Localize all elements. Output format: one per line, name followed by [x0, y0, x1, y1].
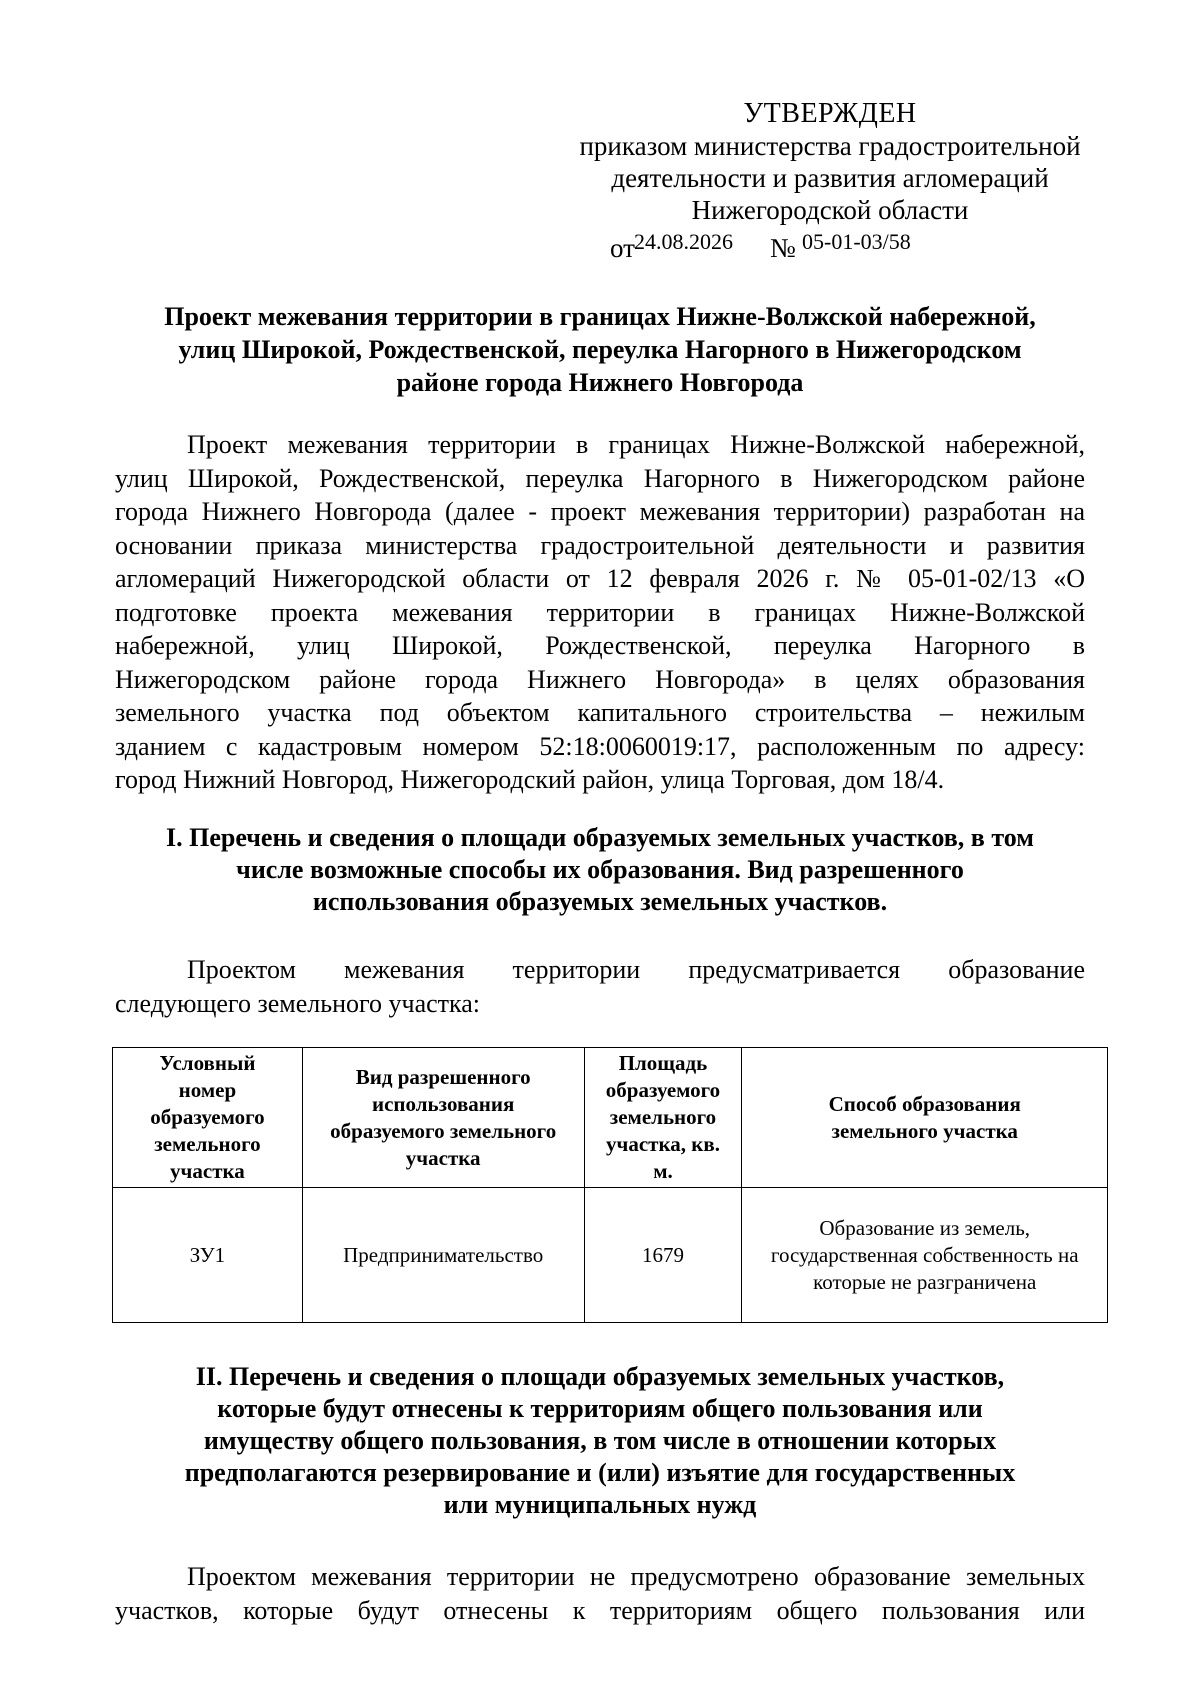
paragraph-line: Проект межевания территории в границах Нижне-Волжской набережной,: [187, 430, 1085, 459]
section-1-heading: [115, 822, 1085, 918]
paragraph-line: участков, которые будут отнесены к территориям общего пользования или: [115, 1595, 1085, 1625]
section-heading-line: которые будут отнесены к территориям общего пользования или: [217, 1394, 983, 1423]
approval-stamp: [530, 98, 1130, 263]
table-header-cell: Площадь образуемого земельного участка, кв. м.: [584, 1048, 742, 1188]
table-cell: Образование из земель, государственная собственность на которые не разграничена: [742, 1188, 1108, 1323]
date-prefix: от: [610, 233, 635, 263]
section-2-paragraph: [115, 1560, 1085, 1627]
document-title: [115, 300, 1085, 399]
section-heading-line: I. Перечень и сведения о площади образуемых земельных участков, в том: [166, 823, 1034, 852]
title-line: Проект межевания территории в границах Нижне-Волжской набережной,: [164, 302, 1036, 331]
paragraph-line: улиц Широкой, Рождественской, переулка Нагорного в Нижегородском районе: [115, 463, 1085, 493]
section-heading-line: предполагаются резервирование и (или) изъятие для государственных: [184, 1458, 1016, 1487]
approval-number: 05-01-03/58: [802, 229, 911, 254]
approval-heading: УТВЕРЖДЕН: [743, 98, 917, 129]
table-row: [113, 1188, 1108, 1323]
section-2-heading: [115, 1361, 1085, 1521]
title-line: улиц Широкой, Рождественской, переулка Нагорного в Нижегородском: [178, 335, 1022, 364]
section-heading-line: числе возможные способы их образования. Вид разрешенного: [236, 855, 964, 884]
paragraph-line: Проектом межевания территории не предусмотрено образование земельных: [187, 1562, 1085, 1591]
paragraph-line: подготовке проекта межевания территории в границах Нижне-Волжской: [115, 597, 1085, 627]
paragraph-line: города Нижнего Новгорода (далее - проект межевания территории) разработан на: [115, 497, 1085, 526]
intro-paragraph: [115, 428, 1085, 797]
table-header-row: [113, 1048, 1108, 1188]
approval-line: деятельности и развития агломераций: [611, 163, 1049, 193]
table-cell: Предпринимательство: [302, 1188, 584, 1323]
approval-line: Нижегородской области: [691, 195, 969, 225]
paragraph-line: Нижегородском районе города Нижнего Новгорода» в целях образования: [115, 664, 1085, 694]
section-heading-line: использования образуемых земельных участков.: [312, 887, 888, 916]
table-header-cell: Способ образования земельного участка: [742, 1048, 1108, 1188]
section-heading-line: имуществу общего пользования, в том числе в отношении которых: [203, 1426, 997, 1455]
paragraph-line: зданием с кадастровым номером 52:18:0060019:17, расположенным по адресу:: [115, 731, 1085, 761]
approval-date-line: [530, 226, 1130, 263]
table-cell: ЗУ1: [113, 1188, 303, 1323]
paragraph-line: основании приказа министерства градостроительной деятельности и развития: [115, 530, 1085, 560]
table-header-cell: Вид разрешенного использования образуемого земельного участка: [302, 1048, 584, 1188]
section-heading-line: или муниципальных нужд: [443, 1490, 757, 1519]
paragraph-line: земельного участка под объектом капитального строительства – нежилым: [115, 698, 1085, 727]
table-cell: 1679: [584, 1188, 742, 1323]
section-heading-line: II. Перечень и сведения о площади образуемых земельных участков,: [195, 1362, 1005, 1391]
number-prefix: №: [770, 233, 796, 263]
title-line: районе города Нижнего Новгорода: [396, 368, 804, 397]
paragraph-line: Проектом межевания территории предусматривается образование: [187, 955, 1085, 984]
land-plots-table: [112, 1047, 1108, 1323]
approval-date: 24.08.2026: [634, 229, 733, 254]
paragraph-line: следующего земельного участка:: [115, 988, 481, 1018]
paragraph-line: город Нижний Новгород, Нижегородский район, улица Торговая, дом 18/4.: [115, 765, 945, 794]
paragraph-line: набережной, улиц Широкой, Рождественской, переулка Нагорного в: [115, 631, 1085, 660]
paragraph-line: агломераций Нижегородской области от 12 февраля 2026 г. № 05-01-02/13 «О: [115, 564, 1085, 593]
section-1-paragraph: [115, 953, 1085, 1020]
table-header-cell: Условный номер образуемого земельного участка: [113, 1048, 303, 1188]
approval-line: приказом министерства градостроительной: [579, 131, 1081, 161]
